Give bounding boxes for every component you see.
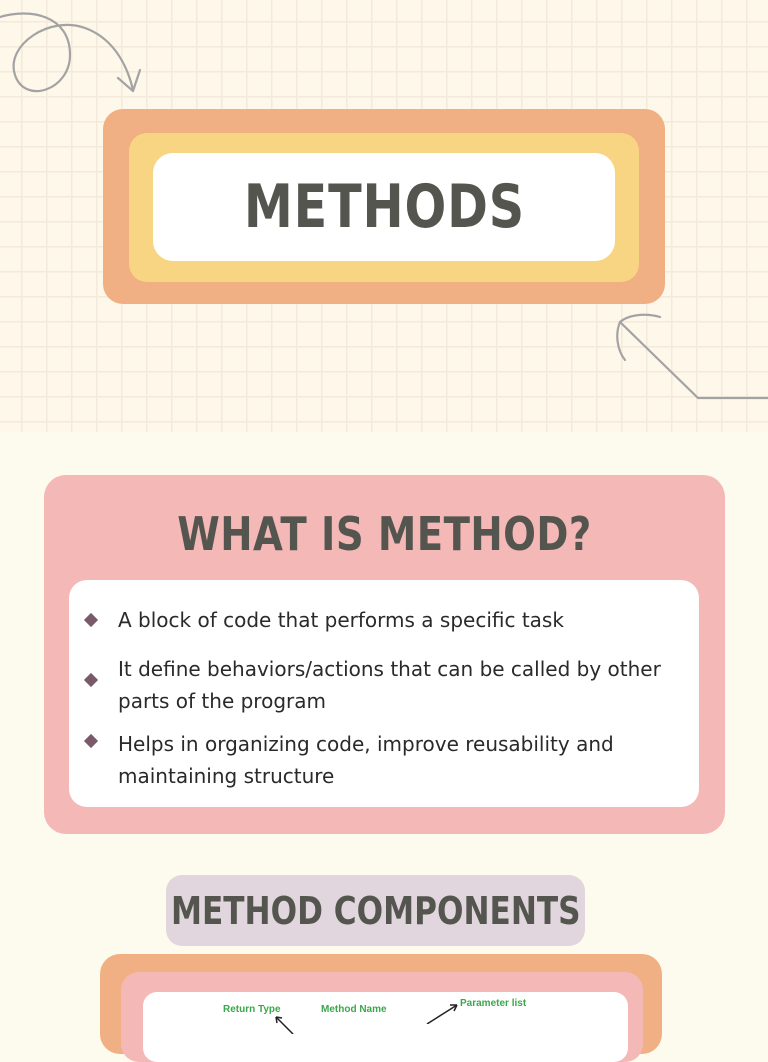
pointer-arrow-icon [273, 1014, 303, 1034]
bullet-text: A block of code that performs a specific task [118, 608, 564, 632]
what-is-method-card [44, 475, 725, 834]
return-type-label: Return Type [223, 1004, 281, 1015]
components-diagram-frame-middle [121, 972, 643, 1062]
components-diagram-frame [100, 954, 662, 1054]
title-frame-middle [129, 133, 639, 282]
title-box [153, 153, 615, 261]
arrow-icon [605, 310, 768, 405]
curly-arrow-icon [0, 0, 160, 110]
components-diagram [143, 992, 628, 1062]
bullet-list [69, 580, 699, 807]
list-item [86, 653, 678, 717]
diamond-bullet-icon [84, 673, 98, 687]
list-item [86, 728, 678, 792]
title-frame [103, 109, 665, 304]
bullet-text: It define behaviors/actions that can be called by other parts of the program [118, 657, 661, 713]
method-components-pill [166, 875, 585, 946]
diamond-bullet-icon [84, 734, 98, 748]
method-name-label: Method Name [321, 1004, 387, 1015]
list-item [86, 604, 678, 636]
parameter-list-label: Parameter list [460, 998, 527, 1009]
bullet-text: Helps in organizing code, improve reusability and maintaining structure [118, 732, 614, 788]
method-components-heading: METHOD COMPONENTS [170, 888, 581, 933]
diamond-bullet-icon [84, 613, 98, 627]
what-is-method-heading: WHAT IS METHOD? [177, 507, 592, 561]
pointer-arrow-icon [425, 1002, 461, 1024]
page-title: METHODS [243, 172, 525, 242]
